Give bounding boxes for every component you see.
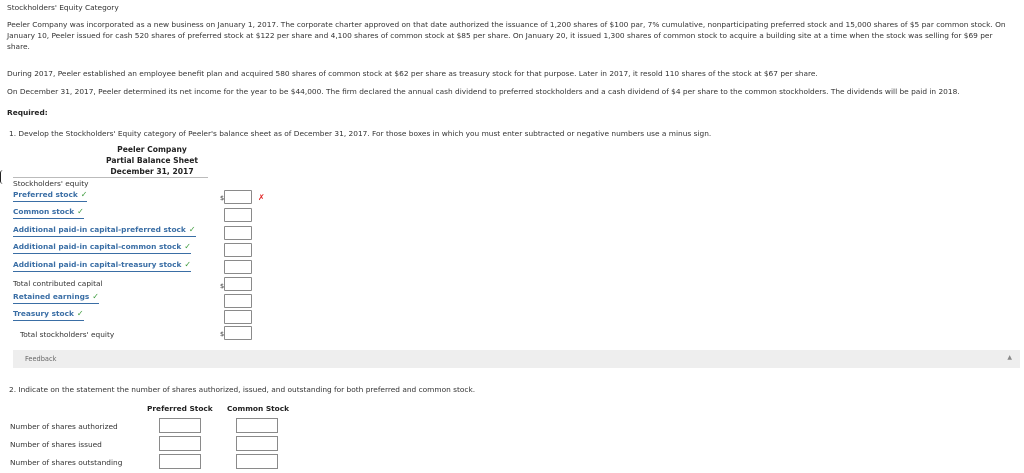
common-authorized-input[interactable] (236, 418, 278, 433)
incorrect-x-icon: ✗ (258, 193, 265, 202)
account-label: Additional paid-in capital-preferred stock (13, 225, 186, 234)
statement-date: December 31, 2017 (110, 167, 194, 176)
correct-check-icon: ✓ (184, 242, 191, 251)
common-outstanding-input[interactable] (236, 454, 278, 469)
correct-check-icon: ✓ (92, 292, 99, 301)
stockholders-equity-heading: Stockholders' equity (13, 179, 89, 188)
feedback-toggle[interactable] (13, 350, 1020, 368)
total-stockholders-equity-input[interactable] (224, 326, 252, 340)
treasury-stock-amount-input[interactable] (224, 310, 252, 324)
column-header-common: Common Stock (227, 404, 290, 413)
required-label: Required: (7, 108, 48, 117)
feedback-label: Feedback (25, 355, 57, 363)
dollar-sign: $ (220, 282, 225, 290)
statement-company: Peeler Company (117, 145, 187, 154)
total-contributed-capital-input[interactable] (224, 277, 252, 291)
correct-check-icon: ✓ (80, 190, 88, 199)
account-select-apic-common[interactable] (13, 242, 191, 254)
page-title: Stockholders' Equity Category (7, 3, 119, 12)
total-stockholders-equity-label: Total stockholders' equity (20, 330, 115, 339)
statement-divider (13, 177, 208, 178)
account-label: Treasury stock (13, 309, 74, 318)
correct-check-icon: ✓ (184, 260, 192, 269)
preferred-issued-input[interactable] (159, 436, 201, 451)
dollar-sign: $ (220, 194, 225, 202)
left-edge-bracket (0, 170, 3, 184)
problem-paragraph-3: On December 31, 2017, Peeler determined its net income for the year to be $44,000. The firm declared the annual cash dividend to preferred stockholders and a cash dividend of $4 per share to the common stockholders. The dividends will be paid in 2018. (7, 87, 960, 96)
account-label: Retained earnings (13, 292, 90, 301)
question-2-text: 2. Indicate on the statement the number of shares authorized, issued, and outstanding for both preferred and common stock. (9, 385, 476, 394)
correct-check-icon: ✓ (188, 225, 196, 234)
account-select-apic-preferred[interactable] (13, 225, 196, 237)
preferred-outstanding-input[interactable] (159, 454, 201, 469)
account-select-retained-earnings[interactable] (13, 292, 99, 304)
apic-common-amount-input[interactable] (224, 243, 252, 257)
row-label-authorized: Number of shares authorized (10, 422, 118, 431)
account-label: Additional paid-in capital-treasury stock (13, 260, 182, 269)
problem-paragraph-1: Peeler Company was incorporated as a new business on January 1, 2017. The corporate charter approved on that date authorized the issuance of 1,200 shares of $100 par, 7% cumulative, nonparticipating preferred stock and 15,000 shares of $5 par common stock. On January 10, Peeler issued for cash 520 shares of preferred stock at $122 per share and 4,100 shares of common stock at $85 per share. On January 20, it issued 1,300 shares of common stock to acquire a building site at a time when the stock was selling for $69 per share. (7, 20, 1006, 51)
account-select-treasury-stock[interactable] (13, 309, 84, 321)
account-select-common-stock[interactable] (13, 207, 84, 219)
correct-check-icon: ✓ (76, 309, 84, 318)
account-label: Preferred stock (13, 190, 78, 199)
account-select-apic-treasury[interactable] (13, 260, 191, 272)
preferred-stock-amount-input[interactable] (224, 190, 252, 204)
statement-name: Partial Balance Sheet (106, 156, 198, 165)
common-stock-amount-input[interactable] (224, 208, 252, 222)
problem-paragraph-2: During 2017, Peeler established an employee benefit plan and acquired 580 shares of common stock at $62 per share as treasury stock for that purpose. Later in 2017, it resold 110 shares of the stock at $67 per share. (7, 69, 818, 78)
account-label: Additional paid-in capital-common stock (13, 242, 182, 251)
row-label-issued: Number of shares issued (10, 440, 102, 449)
question-1-text: 1. Develop the Stockholders' Equity category of Peeler's balance sheet as of December 31, 2017. For those boxes in which you must enter subtracted or negative numbers use a minus sign. (9, 129, 712, 138)
retained-earnings-amount-input[interactable] (224, 294, 252, 308)
total-contributed-capital-label: Total contributed capital (13, 279, 103, 288)
row-label-outstanding: Number of shares outstanding (10, 458, 123, 467)
dollar-sign: $ (220, 330, 225, 338)
column-header-preferred: Preferred Stock (147, 404, 213, 413)
collapse-caret-icon[interactable]: ▲ (1007, 354, 1012, 361)
preferred-authorized-input[interactable] (159, 418, 201, 433)
account-label: Common stock (13, 207, 75, 216)
account-select-preferred-stock[interactable] (13, 190, 87, 202)
correct-check-icon: ✓ (77, 207, 84, 216)
apic-treasury-amount-input[interactable] (224, 260, 252, 274)
common-issued-input[interactable] (236, 436, 278, 451)
apic-preferred-amount-input[interactable] (224, 226, 252, 240)
